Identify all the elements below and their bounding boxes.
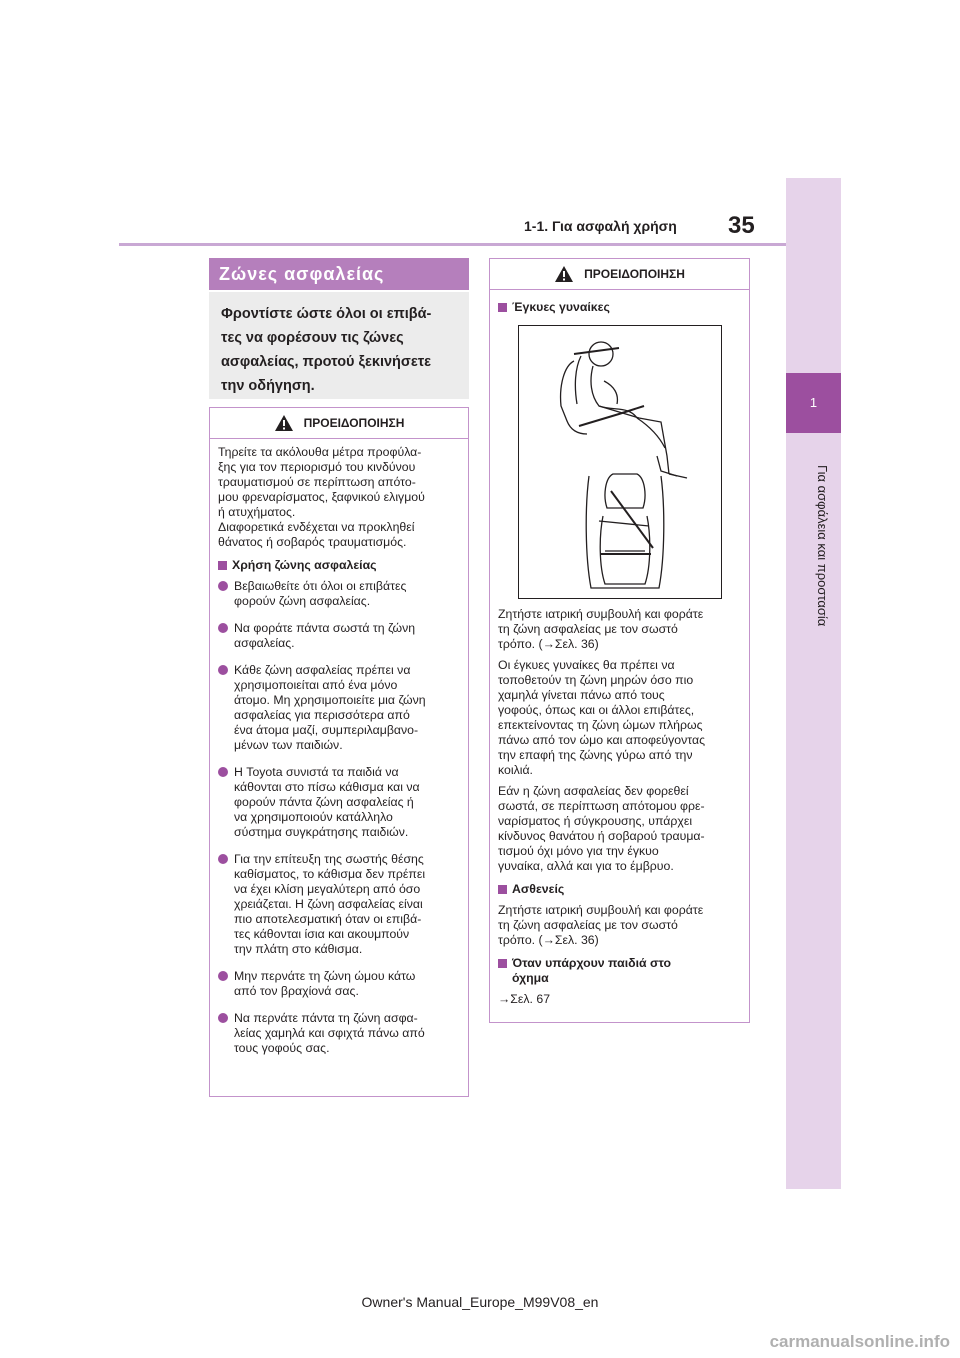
- header-rule: [119, 243, 787, 246]
- list-item-text: Κάθε ζώνη ασφαλείας πρέπει να χρησιμοποιείται από ένα μόνο άτομο. Μη χρησιμοποιείτε μια ζώνη ασφαλείας για περισσότερα από ένα άτομα μαζί, συμπεριλαμβανο- μένων των παιδιών.: [234, 663, 426, 752]
- subsection-heading: [498, 956, 741, 986]
- subsection-heading: [218, 558, 460, 573]
- warning-intro: Τηρείτε τα ακόλουθα μέτρα προφύλα- ξης για τον περιορισμό του κινδύνου τραυματισμού σε περίπτωση απότο- μου φρεναρίσματος, ξαφνικού ελιγμού ή ατυχήματος. Διαφορετικά ενδέχεται να προκληθεί θάνατος ή σοβαρός τραυματισμός.: [218, 445, 425, 549]
- intro-box: [209, 292, 469, 399]
- subsection-heading: [498, 882, 741, 897]
- subsection-title: Χρήση ζώνης ασφαλείας: [232, 558, 377, 572]
- bullet-dot-icon: [218, 665, 228, 675]
- bullet-dot-icon: [218, 854, 228, 864]
- list-item: [218, 765, 460, 840]
- square-bullet-icon: [218, 561, 227, 570]
- list-item-text: Βεβαιωθείτε ότι όλοι οι επιβάτες φορούν ζώνη ασφαλείας.: [234, 579, 407, 608]
- warning-label: ΠΡΟΕΙΔΟΠΟΙΗΣΗ: [303, 416, 405, 430]
- list-item: [218, 969, 460, 999]
- list-item-text: Να φοράτε πάντα σωστά τη ζώνη ασφαλείας.: [234, 621, 416, 650]
- pregnant-risk: Εάν η ζώνη ασφαλείας δεν φορεθεί σωστά, σε περίπτωση απότομου φρε- ναρίσματος ή σύγκρουσης, υπάρχει κίνδυνος θανάτου ή σοβαρού τραυμα- τισμού όχι μόνο για την έγκυο γυναίκα, αλλά και για το έμβρυο.: [498, 784, 705, 873]
- pregnant-belt-position: Οι έγκυες γυναίκες θα πρέπει να τοποθετούν τη ζώνη μηρών όσο πιο χαμηλά γίνεται πάνω από τους γοφούς, όπως και οι άλλοι επιβάτες, επεκτείνοντας τη ζώνη ώμων πλήρως πάνω από τον ώμο και αποφεύγοντας την επαφή της ζώνης γύρω από την κοιλιά.: [498, 658, 706, 777]
- square-bullet-icon: [498, 885, 507, 894]
- pregnant-woman-seatbelt-icon: [519, 326, 721, 598]
- bullet-dot-icon: [218, 971, 228, 981]
- warning-body-right: [490, 290, 749, 1013]
- list-item: [218, 663, 460, 753]
- bullet-dot-icon: [218, 581, 228, 591]
- square-bullet-icon: [498, 959, 507, 968]
- warning-box-left: [209, 407, 469, 1097]
- section-header: 1-1. Για ασφαλή χρήση: [524, 218, 677, 234]
- square-bullet-icon: [498, 303, 507, 312]
- list-item-text: Μην περνάτε τη ζώνη ώμου κάτω από τον βραχίονά σας.: [234, 969, 416, 998]
- chapter-title: Για ασφάλεια και προστασία: [815, 465, 830, 627]
- pregnant-seatbelt-illustration: [518, 325, 722, 599]
- warning-box-right: [489, 258, 750, 1023]
- bullet-dot-icon: [218, 1013, 228, 1023]
- subsection-title: Έγκυες γυναίκες: [512, 300, 610, 314]
- ill-advice: Ζητήστε ιατρική συμβουλή και φοράτε τη ζώνη ασφαλείας με τον σωστό τρόπο. (→Σελ. 36): [498, 903, 704, 947]
- subsection-heading: [498, 300, 741, 315]
- list-item-text: Για την επίτευξη της σωστής θέσης καθίσματος, το κάθισμα δεν πρέπει να έχει κλίση μεγαλύτερη από όσο χρειάζεται. Η ζώνη ασφαλείας είναι πιο αποτελεσματική όταν οι επιβά- τες κάθονται ίσια και ακουμπούν την πλάτη στο κάθισμα.: [234, 852, 426, 956]
- list-item: [218, 621, 460, 651]
- warning-heading-left: [210, 408, 468, 439]
- warning-label: ΠΡΟΕΙΔΟΠΟΙΗΣΗ: [584, 267, 685, 281]
- warning-icon: [274, 414, 294, 432]
- page-number: 35: [728, 212, 755, 239]
- pregnant-advice: Ζητήστε ιατρική συμβουλή και φοράτε τη ζώνη ασφαλείας με τον σωστό τρόπο. (→Σελ. 36): [498, 607, 704, 651]
- page-title: Ζώνες ασφαλείας: [209, 258, 469, 290]
- footer: Owner's Manual_Europe_M99V08_en: [361, 1294, 599, 1310]
- bullet-dot-icon: [218, 767, 228, 777]
- intro-text: Φροντίστε ώστε όλοι οι επιβά- τες να φορέσουν τις ζώνες ασφαλείας, προτού ξεκινήσετε την οδήγηση.: [221, 306, 432, 394]
- warning-body-left: [210, 439, 468, 1074]
- warning-icon: [554, 265, 574, 283]
- watermark: carmanualsonline.info: [769, 1332, 950, 1351]
- list-item-text: Να περνάτε πάντα τη ζώνη ασφα- λείας χαμηλά και σφιχτά πάνω από τους γοφούς σας.: [234, 1011, 425, 1055]
- chapter-number: 1: [786, 373, 841, 433]
- chapter-side-tab: [786, 178, 841, 1189]
- warning-heading-right: [490, 259, 749, 290]
- subsection-title: Ασθενείς: [512, 882, 565, 896]
- bullet-dot-icon: [218, 623, 228, 633]
- list-item: [218, 852, 460, 957]
- page-reference-link[interactable]: →Σελ. 67: [498, 992, 551, 1006]
- list-item-text: Η Toyota συνιστά τα παιδιά να κάθονται στο πίσω κάθισμα και να φορούν πάντα ζώνη ασφαλείας ή να χρησιμοποιούν κατάλληλο σύστημα συγκράτησης παιδιών.: [234, 765, 420, 839]
- subsection-title: Όταν υπάρχουν παιδιά στο όχημα: [512, 956, 672, 985]
- list-item: [218, 579, 460, 609]
- list-item: [218, 1011, 460, 1056]
